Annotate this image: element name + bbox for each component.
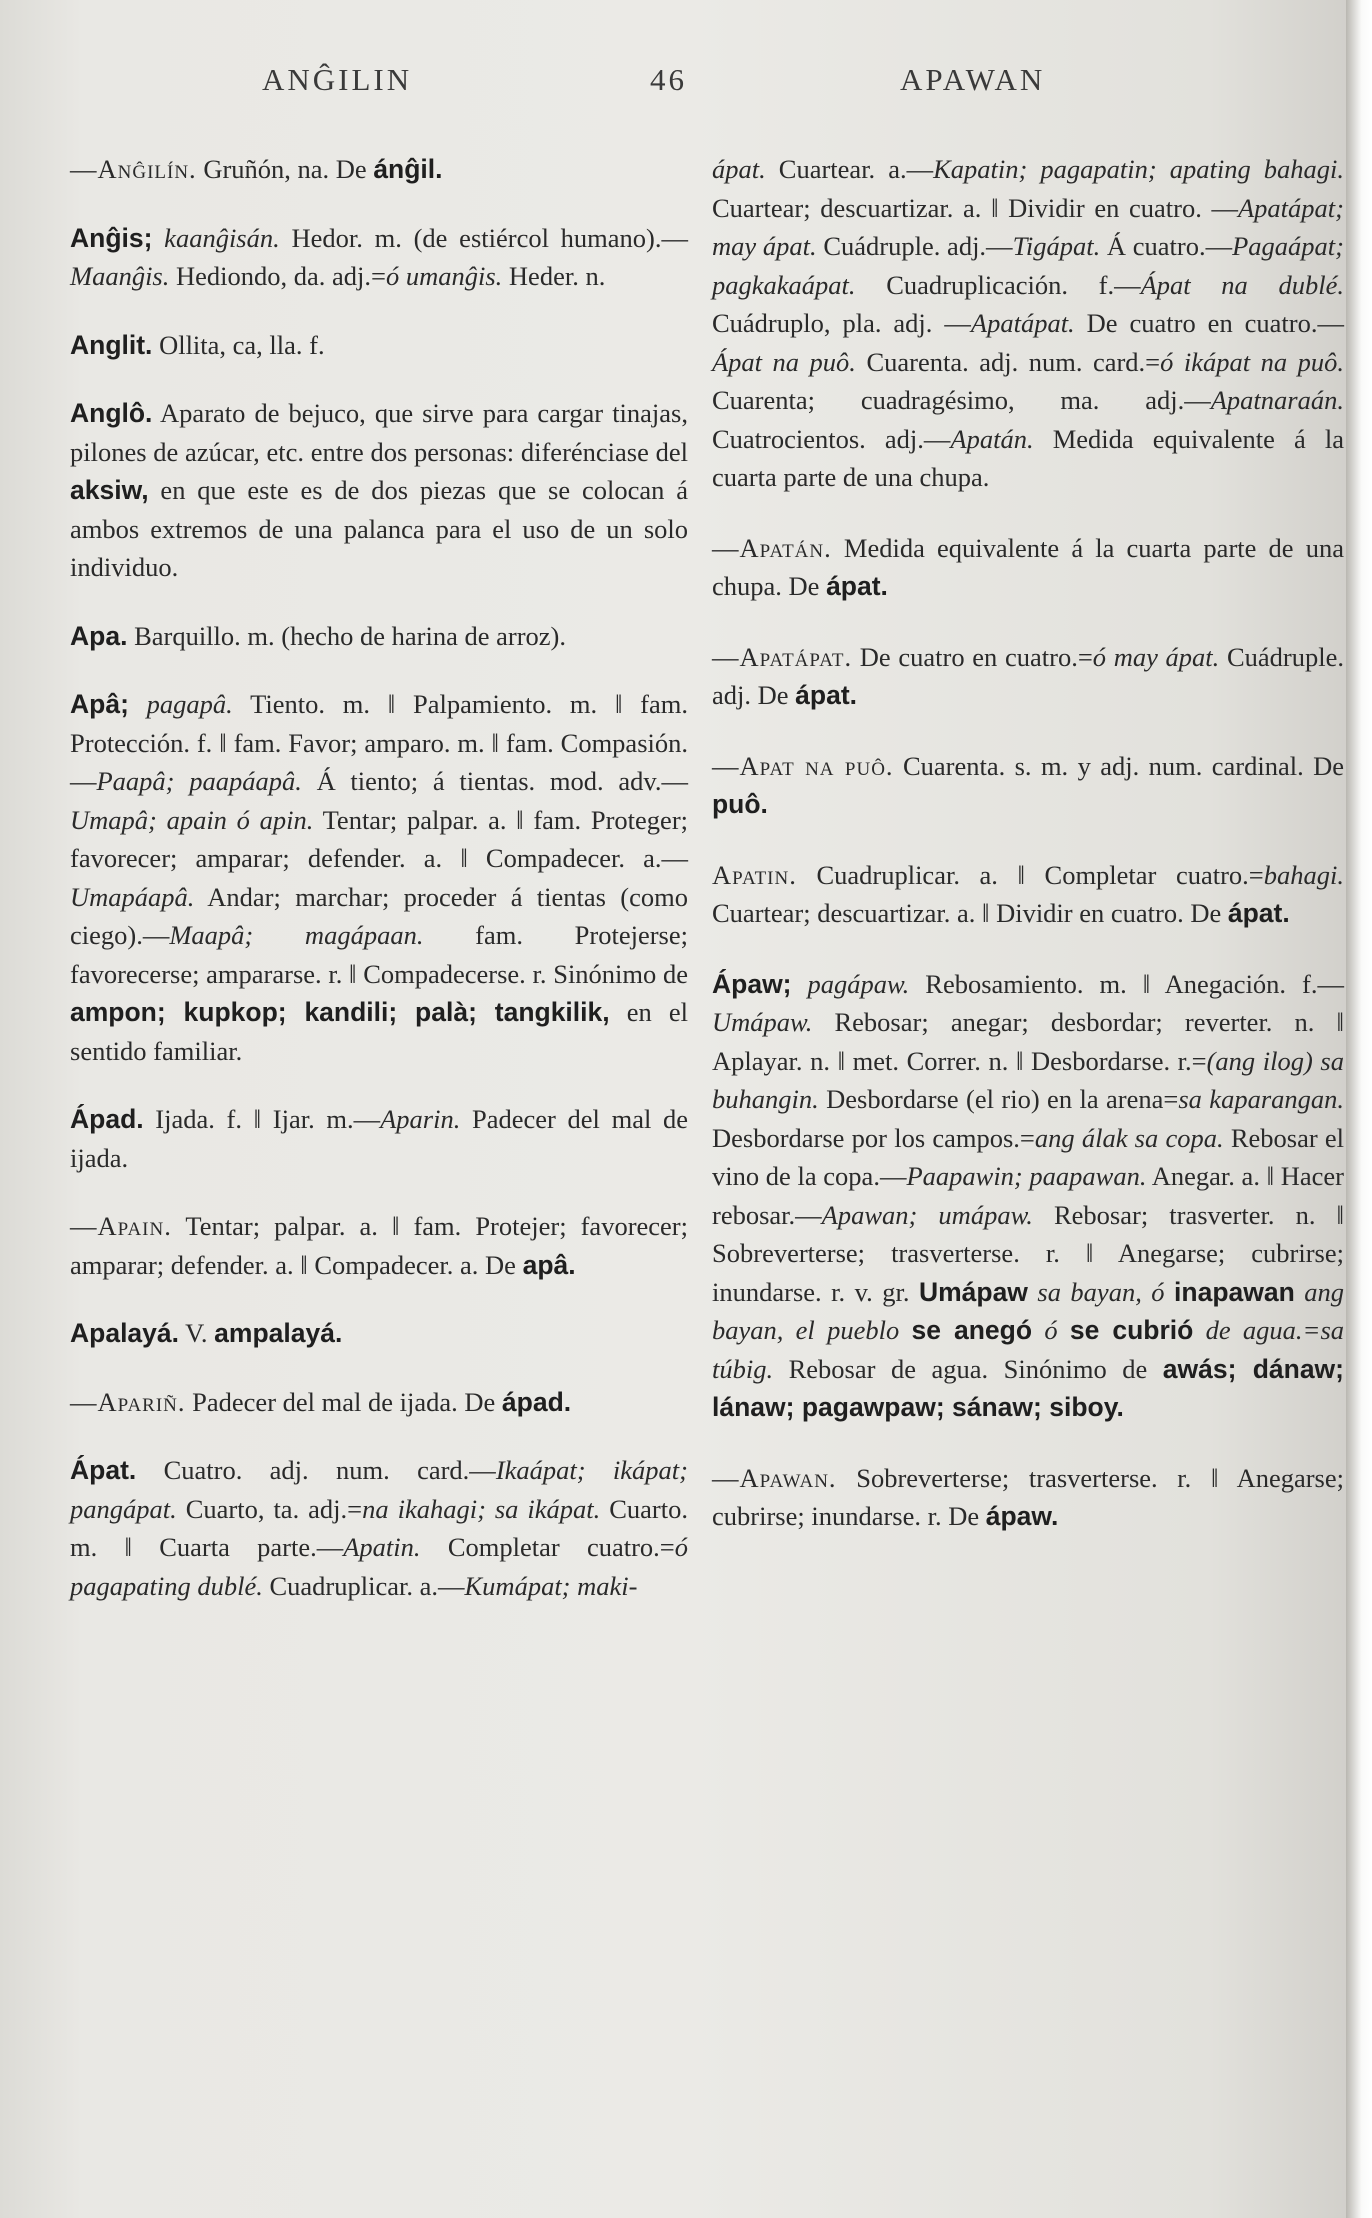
right-column	[712, 150, 1344, 1568]
entry-headword: Ápaw;	[712, 968, 792, 999]
entry-text: Hedor. m. (de estiércol humano).—	[279, 222, 689, 253]
entry-text: Medida equivalente á la cuarta parte de una chupa. De	[712, 532, 1344, 601]
entry-tagalog: Apatnaraán.	[1210, 385, 1344, 415]
entry-text: Padecer del mal de ijada. De	[185, 1386, 502, 1417]
entry-headword: Ápad.	[70, 1104, 144, 1134]
entry-headword: —Apariñ.	[70, 1386, 186, 1417]
entry-tagalog: Apatápat.	[970, 308, 1075, 338]
entry-text: Tiento. m. ǁ Palpamiento. m. ǁ fam. Protección. f. ǁ fam. Favor; amparo. m. ǁ fam. Compasión.—	[70, 689, 689, 796]
entry-text: Sobreverterse; trasverterse. r. ǁ Anegarse; cubrirse; inundarse. r. De	[712, 1462, 1344, 1531]
entry-aparin	[70, 1383, 688, 1422]
entry-text: Cuatrocientos. adj.—	[712, 423, 951, 454]
entry-crossref: ápat.	[826, 571, 888, 601]
entry-tagalog: ó pagapating dublé.	[70, 1532, 688, 1601]
entry-tagalog: ó may ápat.	[1092, 641, 1220, 672]
entry-anglo	[70, 394, 688, 587]
entry-tagalog: Apawan; umápaw.	[821, 1199, 1033, 1230]
entry-text: Á tiento; á tientas. mod. adv.—	[301, 766, 688, 796]
entry-apat-na-puo	[712, 747, 1344, 824]
entry-tagalog: Apatin.	[343, 1532, 421, 1562]
entry-headword: Apa.	[70, 620, 128, 651]
entry-text: Medida equivalente á la cuarta parte de una chupa.	[712, 423, 1344, 492]
entry-apain	[70, 1207, 688, 1284]
entry-tagalog: Maapâ; magápaan.	[169, 920, 424, 950]
entry-tagalog: Apatán.	[950, 423, 1034, 454]
entry-angis	[70, 219, 688, 296]
entry-text: Rebosamiento. m. ǁ Anegación. f.—	[909, 968, 1344, 999]
entry-headword: Ápat.	[70, 1455, 137, 1485]
entry-text: Cuarto, ta. adj.=	[176, 1493, 363, 1524]
entry-apat-continued	[712, 150, 1344, 497]
entry-text: Cuartear; descuartizar. a. ǁ Dividir en cuatro. —	[712, 192, 1238, 223]
entry-tagalog: Umapáapâ.	[70, 881, 195, 912]
entry-tagalog: Pagaápat; pagkakaápat.	[712, 231, 1344, 300]
entry-headword: Anĝis;	[70, 222, 153, 253]
right-guide-word: APAWAN	[900, 62, 1046, 97]
entry-headword: Anglô.	[70, 398, 153, 428]
entry-crossref: ápaw.	[985, 1501, 1059, 1531]
entry-headword: —Apain.	[70, 1211, 172, 1241]
entry-text: Tentar; palpar. a. ǁ fam. Proteger; favorecer; amparar; defender. a. ǁ Compadecer. a.—	[70, 804, 689, 873]
entry-crossref: ánĝil.	[373, 154, 443, 184]
entry-tagalog: Umápaw.	[712, 1007, 813, 1037]
entry-headword: —Apatán.	[712, 532, 832, 563]
entry-crossref: puô.	[712, 789, 768, 819]
entry-tagalog: sa bayan, ó	[1027, 1276, 1175, 1307]
entry-tagalog: Ikaápat; ikápat; pangápat.	[70, 1455, 688, 1524]
entry-tagalog: ó	[1032, 1315, 1070, 1345]
entry-text: Cuarenta; cuadragésimo, ma. adj.—	[712, 385, 1211, 415]
entry-text: fam. Protejerse; favorecerse; ampararse. r. ǁ Compadecerse. r. Sinónimo de	[70, 920, 688, 989]
entry-text: Cuatro. adj. num. card.—	[136, 1455, 496, 1485]
entry-apad	[70, 1100, 688, 1177]
entry-text: Ollita, ca, lla. f.	[152, 329, 325, 360]
left-guide-word: ANĜILIN	[262, 62, 413, 97]
entry-tagalog: ó umanĝis.	[385, 261, 503, 291]
entry-text: De cuatro en cuatro.—	[1074, 308, 1344, 338]
entry-headword: —Anĝilín.	[70, 154, 197, 184]
entry-crossref: aksiw,	[70, 475, 149, 505]
entry-tagalog: Tigápat.	[1012, 231, 1101, 261]
entry-text: Hediondo, da. adj.=	[169, 261, 386, 291]
page-number: 46	[650, 62, 687, 97]
entry-tagalog: na ikahagi; sa ikápat.	[362, 1493, 601, 1524]
left-column	[70, 150, 688, 1635]
running-header	[0, 62, 1372, 122]
entry-text: Cuadruplicación. f.—	[855, 269, 1141, 300]
entry-text: Padecer del mal de ijada.	[70, 1104, 689, 1173]
entry-headword: —Apatápat.	[712, 641, 853, 672]
entry-text: Aparato de bejuco, que sirve para cargar tinajas, pilones de azúcar, etc. entre dos personas: diferénciase del	[70, 398, 688, 467]
entry-tagalog: de agua.=sa túbig.	[712, 1315, 1345, 1384]
entry-text: Tentar; palpar. a. ǁ fam. Protejer; favorecer; amparar; defender. a. ǁ Compadecer. a. De	[70, 1211, 688, 1280]
entry-example-word: Umápaw	[918, 1276, 1028, 1307]
entry-text: Barquillo. m. (hecho de harina de arroz).	[127, 620, 566, 651]
entry-headword: Anglit.	[70, 329, 153, 360]
entry-tagalog: ó ikápat na puô.	[1160, 346, 1344, 377]
entry-headword: —Apawan.	[712, 1462, 837, 1493]
entry-tagalog: sa kaparangan.	[1178, 1084, 1345, 1114]
entry-headword: —Apat na puô.	[712, 750, 894, 781]
entry-crossref: ampalayá.	[214, 1318, 343, 1348]
entry-tagalog: pagapâ.	[128, 689, 233, 719]
entry-angilin	[70, 150, 688, 189]
entry-text: Rebosar el vino de la copa.—	[712, 1122, 1345, 1191]
entry-tagalog: Ápat na dublé.	[1140, 269, 1344, 300]
entry-tagalog: bahagi.	[1263, 859, 1344, 890]
entry-apa-tiento	[70, 685, 688, 1070]
entry-tagalog: Kumápat; maki-	[464, 1570, 638, 1601]
entry-text: Á cuatro.—	[1100, 231, 1233, 261]
entry-example-word: se cubrió	[1069, 1315, 1194, 1345]
entry-anglit	[70, 326, 688, 365]
entry-text: Cuadruplicar. a. ǁ Completar cuatro.=	[796, 859, 1264, 890]
entry-tagalog: kaanĝisán.	[152, 222, 280, 253]
entry-text: Cuartear. a.—	[765, 154, 934, 184]
entry-tagalog: Kapatin; pagapatin; apating bahagi.	[933, 154, 1344, 184]
entry-text: Heder. n.	[502, 261, 606, 291]
entry-apa	[70, 617, 688, 656]
entry-example-word: inapawan	[1174, 1276, 1295, 1307]
entry-tagalog: Paapâ; paapáapâ.	[96, 766, 302, 796]
entry-text: De cuatro en cuatro.=	[852, 641, 1093, 672]
entry-headword: Apâ;	[70, 689, 129, 719]
entry-text: Andar; marchar; proceder á tientas (como ciego).—	[70, 881, 688, 950]
entry-apaw	[712, 965, 1344, 1427]
entry-text: en que este es de dos piezas que se colocan á ambos extremos de una palanca para el uso de un solo individuo.	[70, 475, 688, 582]
entry-text: en el sentido familiar.	[70, 997, 688, 1066]
entry-crossref: ápat.	[1227, 898, 1290, 928]
entry-apat	[70, 1451, 688, 1605]
entry-text: Rebosar de agua. Sinónimo de	[773, 1353, 1163, 1384]
entry-tagalog: Aparin.	[380, 1104, 461, 1134]
entry-tagalog: Apatápat; may ápat.	[712, 192, 1344, 261]
entry-apawan	[712, 1459, 1344, 1536]
entry-text: Rebosar; anegar; desbordar; reverter. n. ǁ Aplayar. n. ǁ met. Correr. n. ǁ Desbordarse. r.=	[712, 1007, 1344, 1076]
entry-headword: Apalayá.	[70, 1318, 180, 1348]
entry-text: Desbordarse por los campos.=	[712, 1122, 1035, 1153]
entry-text: Rebosar; trasverter. n. ǁ Sobreverterse; trasverterse. r. ǁ Anegarse; cubrirse; inundarse. r. v. gr.	[712, 1199, 1344, 1307]
entry-text: Completar cuatro.=	[420, 1532, 675, 1562]
entry-headword: Apatin.	[712, 859, 797, 890]
entry-text: Cuadruplicar. a.—	[262, 1570, 465, 1601]
entry-apatan	[712, 529, 1344, 606]
entry-apatin	[712, 856, 1344, 933]
entry-text: Cuádruplo, pla. adj. —	[712, 308, 971, 338]
entry-text: Ijada. f. ǁ Ijar. m.—	[143, 1104, 381, 1134]
entry-tagalog: Maanĝis.	[70, 261, 170, 291]
entry-tagalog: ápat.	[712, 154, 766, 184]
entry-synonyms: awás; dánaw; lánaw; pagawpaw; sánaw; siboy.	[712, 1353, 1344, 1422]
entry-tagalog: Paapawin; paapawan.	[906, 1161, 1147, 1191]
entry-text: Desbordarse (el rio) en la arena=	[818, 1084, 1179, 1114]
entry-example-word: se anegó	[911, 1315, 1033, 1345]
entry-tagalog: pagápaw.	[791, 968, 910, 999]
entry-text: Gruñón, na. De	[196, 154, 374, 184]
entry-tagalog: ang álak sa copa.	[1034, 1122, 1224, 1153]
entry-apatapat	[712, 638, 1344, 715]
entry-text: Cuarenta. s. m. y adj. num. cardinal. De	[893, 750, 1344, 781]
entry-tagalog: Ápat na puô.	[712, 346, 856, 377]
entry-text: Cuartear; descuartizar. a. ǁ Dividir en cuatro. De	[712, 898, 1228, 928]
entry-text: Cuádruple. adj.—	[816, 231, 1013, 261]
entry-crossref: apâ.	[522, 1249, 576, 1280]
entry-crossref: ápat.	[795, 680, 858, 710]
entry-text: Cuádruple. adj. De	[712, 641, 1345, 710]
entry-crossref: ápad.	[501, 1386, 572, 1417]
entry-tagalog: Umapâ; apain ó apin.	[70, 804, 314, 835]
entry-text: V.	[179, 1318, 215, 1348]
entry-synonyms: ampon; kupkop; kandili; palà; tangkilik,	[70, 997, 610, 1027]
entry-text: Cuarenta. adj. num. card.=	[855, 346, 1161, 377]
entry-tagalog: (ang ilog) sa buhangin.	[712, 1045, 1344, 1114]
entry-text: Cuarto. m. ǁ Cuarta parte.—	[70, 1493, 688, 1562]
entry-text: Anegar. a. ǁ Hacer rebosar.—	[712, 1161, 1344, 1230]
entry-tagalog: ang bayan, el pueblo	[712, 1276, 1345, 1345]
entry-apalaya	[70, 1314, 688, 1353]
page-edge	[1346, 0, 1372, 2218]
